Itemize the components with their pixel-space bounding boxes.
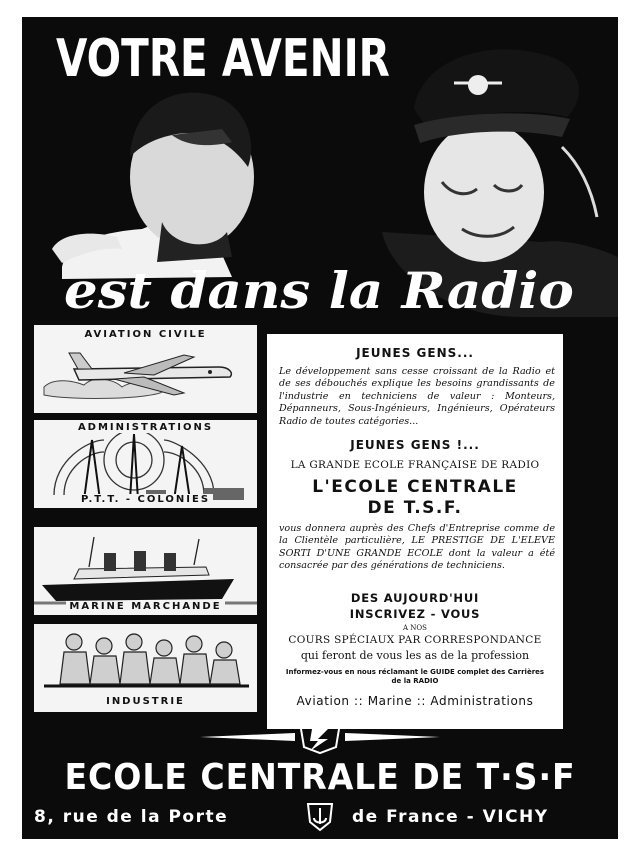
- school-name-line1: L'ECOLE CENTRALE: [312, 477, 518, 497]
- panel-label: [34, 494, 257, 505]
- anchor-emblem-icon: [304, 800, 336, 834]
- panel-label-text: MARINE MARCHANDE: [66, 601, 224, 612]
- panel-label-text: P.T.T. - COLONIES: [78, 494, 213, 505]
- headline: VOTRE AVENIR: [56, 29, 390, 89]
- school-intro: LA GRANDE ECOLE FRANÇAISE DE RADIO: [290, 459, 540, 471]
- school-emblem-icon: [200, 717, 440, 757]
- panel-label-text: AVIATION CIVILE: [81, 329, 209, 340]
- emblem-text: E.C.T.S.F. FONDÉE EN 1919: [286, 717, 354, 723]
- panel-label: [34, 696, 257, 707]
- guide-line1: Informez-vous en nous réclamant le GUIDE complet des Carrières: [285, 668, 545, 676]
- panel-industrie: [34, 624, 257, 712]
- address-left: 8, rue de la Porte: [34, 807, 229, 827]
- panel-label: [34, 601, 257, 612]
- school-name-line2: DE T.S.F.: [367, 498, 463, 518]
- panel-label: [34, 329, 257, 340]
- a-nos: A NOS: [403, 624, 427, 632]
- advert-text-box: [267, 334, 563, 729]
- courses-line: COURS SPÉCIAUX PAR CORRESPONDANCE: [288, 634, 542, 646]
- paragraph-prestige: vous donnera auprès des Chefs d'Entreprise comme de la Clientèle particulière, LE PRESTIGE DE L'ELEVE SORTI D'UNE GRANDE ECOLE dont la valeur a été consacrée par des générations de techniciens.: [279, 523, 555, 572]
- tagline-script: est dans la Radio: [64, 261, 574, 320]
- paragraph-intro: Le développement sans cesse croissant de la Radio et de ses débouchés explique les besoins grandissants de l'industrie en techniciens de valeur : Monteurs, Dépanneurs, Sous-Ingénieurs, Ingénieurs, Opérateurs Radio de toutes catégories...: [279, 366, 555, 427]
- panel-label-text: INDUSTRIE: [103, 696, 188, 707]
- heading-jeunes-gens-2: JEUNES GENS !...: [350, 438, 480, 452]
- address-right: de France - VICHY: [352, 807, 549, 827]
- courses-subline: qui feront de vous les as de la profession: [300, 649, 530, 662]
- domains-line: Aviation :: Marine :: Administrations: [296, 694, 534, 708]
- cta-line2: INSCRIVEZ - VOUS: [349, 607, 481, 621]
- panel-marine-marchande: [34, 527, 257, 615]
- panel-aviation-civile: [34, 325, 257, 413]
- panel-label-text: ADMINISTRATIONS: [75, 422, 216, 433]
- poster: [22, 17, 618, 839]
- footer-school-name: ECOLE CENTRALE DE T·S·F: [64, 757, 576, 798]
- panel-label: [34, 422, 257, 433]
- guide-line2: de la RADIO: [391, 677, 439, 685]
- heading-jeunes-gens: JEUNES GENS...: [356, 346, 474, 360]
- panel-administrations: [34, 420, 257, 508]
- cta-line1: DES AUJOURD'HUI: [350, 591, 480, 605]
